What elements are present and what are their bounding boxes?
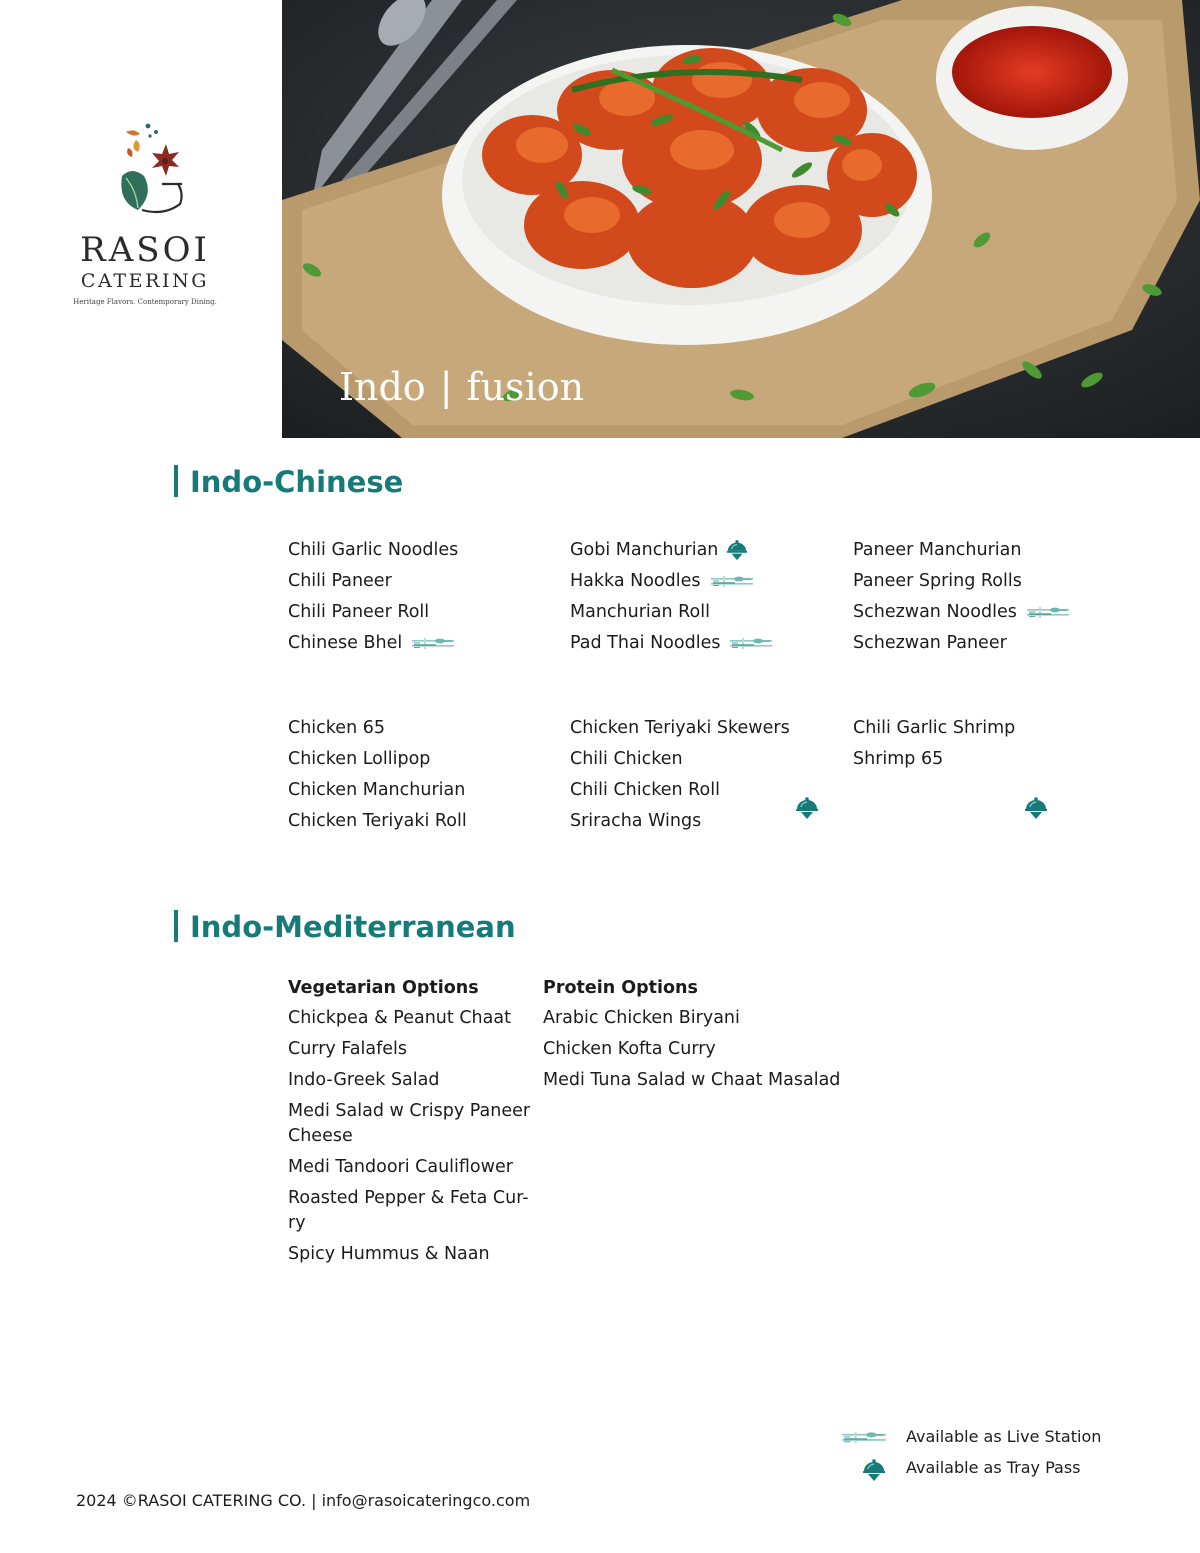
section-accent-bar	[174, 910, 178, 942]
menu-item-name: Sriracha Wings	[570, 811, 702, 831]
veg-options-list	[288, 1003, 533, 1270]
menu-item: Chicken Kofta Curry	[543, 1039, 716, 1059]
menu-item	[288, 806, 558, 837]
protein-options-list	[543, 1003, 863, 1096]
menu-item-name: Shrimp 65	[853, 749, 944, 769]
menu-item-name: Pad Thai Noodles	[570, 633, 721, 653]
section-title-text: Indo-Chinese	[190, 465, 404, 499]
indo-med-protein-column	[543, 974, 863, 1096]
cloche-icon	[726, 539, 748, 561]
menu-item	[853, 597, 1123, 628]
menu-item	[570, 535, 840, 566]
menu-item-name: Paneer Spring Rolls	[853, 571, 1022, 591]
protein-options-heading: Protein Options	[543, 978, 698, 998]
brand-tagline: Heritage Flavors. Contemporary Dining.	[73, 298, 217, 306]
menu-item: Roasted Pepper & Feta Cur-ry	[288, 1188, 529, 1233]
indo-med-veg-column	[288, 974, 533, 1270]
indo-chinese-veg-column-3	[853, 535, 1123, 659]
menu-item-name: Chili Paneer	[288, 571, 392, 591]
menu-item: Curry Falafels	[288, 1039, 407, 1059]
veg-options-heading: Vegetarian Options	[288, 978, 479, 998]
footer-copyright: 2024 ©RASOI CATERING CO. | info@rasoicateringco.com	[76, 1491, 531, 1510]
menu-item-name: Chili Garlic Noodles	[288, 540, 459, 560]
tray-pass-cloche-icon	[795, 796, 819, 820]
brand-name: RASOI	[80, 230, 210, 270]
menu-item-name: Manchurian Roll	[570, 602, 710, 622]
utensils-icon	[1025, 604, 1071, 620]
menu-item-name: Chicken Lollipop	[288, 749, 431, 769]
legend-tray-pass-label: Available as Tray Pass	[906, 1458, 1081, 1477]
spice-leaf-logo-icon	[100, 118, 190, 228]
menu-item	[853, 713, 1123, 744]
menu-item	[570, 566, 840, 597]
tray-pass-cloche-icon	[1024, 796, 1048, 820]
menu-item	[570, 628, 840, 659]
indo-chinese-protein-column-1	[288, 713, 558, 837]
section-accent-bar	[174, 465, 178, 497]
menu-item	[570, 744, 840, 775]
section-title-text: Indo-Mediterranean	[190, 910, 516, 944]
menu-item: Chickpea & Peanut Chaat	[288, 1008, 511, 1028]
menu-item-name: Chicken Manchurian	[288, 780, 466, 800]
menu-item-name: Chinese Bhel	[288, 633, 403, 653]
menu-item-name: Chili Paneer Roll	[288, 602, 430, 622]
menu-item-name: Chili Garlic Shrimp	[853, 718, 1016, 738]
cloche-icon	[862, 1458, 886, 1482]
brand-subtitle: CATERING	[80, 270, 210, 292]
indo-chinese-protein-column-3	[853, 713, 1123, 775]
utensils-icon	[410, 635, 456, 651]
menu-item: Spicy Hummus & Naan	[288, 1244, 490, 1264]
indo-chinese-veg-column-2	[570, 535, 840, 659]
menu-item	[288, 744, 558, 775]
menu-item	[288, 628, 558, 659]
menu-item	[288, 775, 558, 806]
menu-item: Medi Tuna Salad w Chaat Masalad	[543, 1070, 841, 1090]
menu-item	[853, 628, 1123, 659]
hero-caption-left: Indo	[339, 365, 426, 409]
menu-item	[570, 597, 840, 628]
menu-item	[288, 566, 558, 597]
utensils-icon	[728, 635, 774, 651]
utensils-icon	[709, 573, 755, 589]
brand-logo	[60, 118, 230, 306]
section-title-indo-mediterranean	[174, 910, 516, 944]
menu-item	[288, 597, 558, 628]
menu-item-name: Chili Chicken	[570, 749, 683, 769]
menu-item	[288, 535, 558, 566]
menu-item-name: Schezwan Paneer	[853, 633, 1007, 653]
hero-caption-separator: |	[439, 365, 453, 409]
menu-item-name: Chicken 65	[288, 718, 385, 738]
menu-item-name: Gobi Manchurian	[570, 540, 719, 560]
menu-item-name: Paneer Manchurian	[853, 540, 1022, 560]
menu-item-name: Hakka Noodles	[570, 571, 701, 591]
menu-item: Medi Salad w Crispy Paneer Cheese	[288, 1101, 531, 1146]
legend-live-station-label: Available as Live Station	[906, 1427, 1102, 1446]
menu-item-name: Schezwan Noodles	[853, 602, 1017, 622]
menu-item	[570, 713, 840, 744]
menu-item-name: Chili Chicken Roll	[570, 780, 720, 800]
menu-item	[853, 744, 1123, 775]
menu-item: Indo-Greek Salad	[288, 1070, 440, 1090]
indo-chinese-veg-column-1	[288, 535, 558, 659]
hero-food-photo	[282, 0, 1200, 438]
hero-caption	[339, 365, 584, 409]
menu-item	[288, 713, 558, 744]
menu-item: Arabic Chicken Biryani	[543, 1008, 740, 1028]
menu-item-name: Chicken Teriyaki Roll	[288, 811, 467, 831]
menu-item	[853, 535, 1123, 566]
menu-item: Medi Tandoori Cauliflower	[288, 1157, 513, 1177]
utensils-icon	[840, 1428, 888, 1446]
menu-item	[853, 566, 1123, 597]
hero-caption-right: fusion	[466, 365, 585, 409]
section-title-indo-chinese	[174, 465, 403, 499]
menu-item-name: Chicken Teriyaki Skewers	[570, 718, 790, 738]
